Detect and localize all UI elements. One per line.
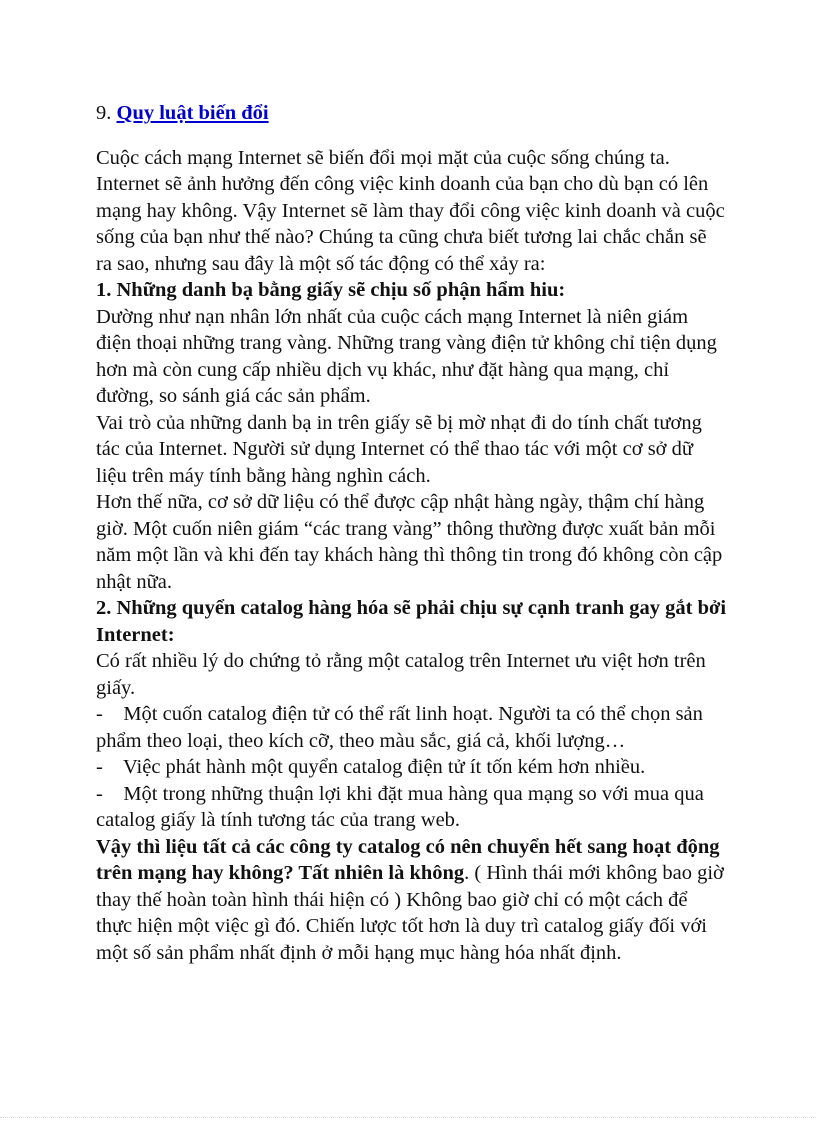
point1-paragraph-2: Vai trò của những danh bạ in trên giấy sẽ bị mờ nhạt đi do tính chất tương tác của Internet. Người sử dụng Internet có thể thao tác với một cơ sở dữ liệu trên máy tính bằng hàng nghìn cách. xyxy=(96,411,702,487)
point1-heading xyxy=(96,277,726,304)
point1-heading-text: 1. Những danh bạ bằng giấy sẽ chịu số phận hẩm hiu: xyxy=(96,279,566,301)
point2-heading-text: 2. Những quyển catalog hàng hóa sẽ phải chịu sự cạnh tranh gay gắt bởi Internet: xyxy=(96,597,727,646)
conclusion-rest: . ( Hình thái mới không bao giờ thay thế hoàn toàn hình thái hiện có ) Không bao giờ chỉ có một cách để thực hiện một việc gì đó. Chiến lược tốt hơn là duy trì catalog giấy đối với một số sản phẩm nhất định ở mỗi hạng mục hàng hóa nhất định. xyxy=(96,862,724,964)
point2-paragraph-1: Có rất nhiều lý do chứng tỏ rằng một catalog trên Internet ưu việt hơn trên giấy. xyxy=(96,650,706,699)
section-number: 9. xyxy=(96,102,112,124)
point2-heading xyxy=(96,595,726,648)
point1-paragraph-3: Hơn thế nữa, cơ sở dữ liệu có thể được cập nhật hàng ngày, thậm chí hàng giờ. Một cuốn niên giám “các trang vàng” thông thường được xuất bản mỗi năm một lần và khi đến tay khách hàng thì thông tin trong đó không còn cập nhật nữa. xyxy=(96,491,723,593)
document-page xyxy=(96,100,726,966)
section-title-link[interactable]: Quy luật biến đổi xyxy=(116,102,269,124)
point1-paragraph-1: Dường như nạn nhân lớn nhất của cuộc cách mạng Internet là niên giám điện thoại những trang vàng. Những trang vàng điện tử không chỉ tiện dụng hơn mà còn cung cấp nhiều dịch vụ khác, như đặt hàng qua mạng, chỉ đường, so sánh giá các sản phẩm. xyxy=(96,305,717,407)
page-bottom-divider xyxy=(0,1117,816,1118)
list-item: - Việc phát hành một quyển catalog điện tử ít tốn kém hơn nhiều. xyxy=(96,756,646,778)
section-heading xyxy=(96,100,726,127)
conclusion-paragraph xyxy=(96,834,726,967)
conclusion-bold: Vậy thì liệu tất cả các công ty catalog có nên chuyển hết sang hoạt động trên mạng hay không? Tất nhiên là không xyxy=(96,835,720,884)
list-item: - Một cuốn catalog điện tử có thể rất linh hoạt. Người ta có thể chọn sản phẩm theo loại, theo kích cỡ, theo màu sắc, giá cả, khối lượng… xyxy=(96,703,709,752)
intro-paragraph: Cuộc cách mạng Internet sẽ biến đổi mọi mặt của cuộc sống chúng ta. Internet sẽ ảnh hưởng đến công việc kinh doanh của bạn cho dù bạn có lên mạng hay không. Vậy Internet sẽ làm thay đổi công việc kinh doanh và cuộc sống của bạn như thế nào? Chúng ta cũng chưa biết tương lai chắc chắn sẽ ra sao, nhưng sau đây là một số tác động có thể xảy ra: xyxy=(96,146,725,275)
list-item: - Một trong những thuận lợi khi đặt mua hàng qua mạng so với mua qua catalog giấy là tính tương tác của trang web. xyxy=(96,782,709,831)
